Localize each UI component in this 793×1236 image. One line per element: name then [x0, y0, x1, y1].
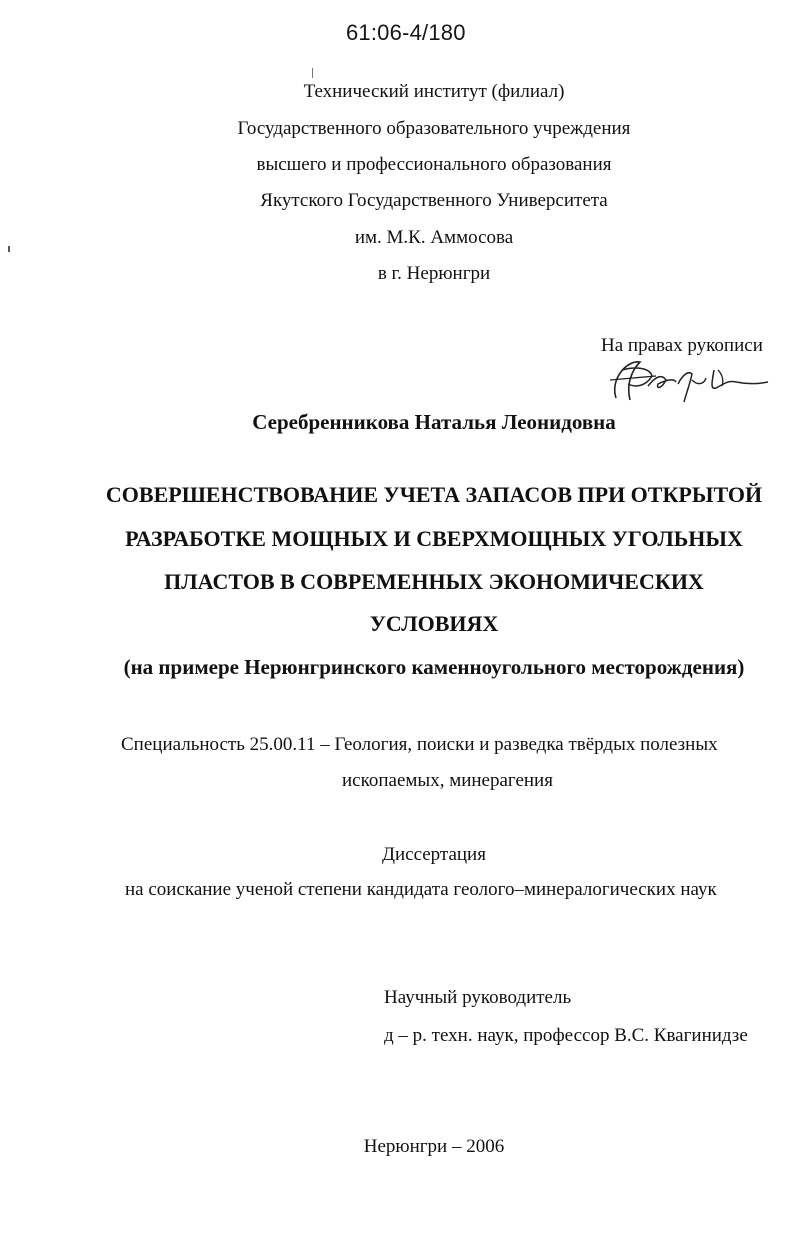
title-line: СОВЕРШЕНСТВОВАНИЕ УЧЕТА ЗАПАСОВ ПРИ ОТКРЫТОЙ: [105, 482, 763, 507]
title-line: РАЗРАБОТКЕ МОЩНЫХ И СВЕРХМОЩНЫХ УГОЛЬНЫХ: [125, 526, 743, 551]
institution-line: Якутского Государственного Университета: [260, 190, 608, 211]
author-name: Серебренникова Наталья Леонидовна: [252, 410, 616, 434]
supervisor-label: Научный руководитель: [384, 987, 572, 1008]
specialty-line-2: ископаемых, минерагения: [342, 770, 553, 791]
specialty-line-1: Специальность 25.00.11 – Геология, поиски и разведка твёрдых полезных: [121, 734, 718, 755]
library-stamp: 61:06-4/180: [346, 20, 466, 45]
institution-line: в г. Нерюнгри: [377, 263, 491, 284]
institution-line: высшего и профессионального образования: [256, 154, 612, 175]
institution-line: им. М.К. Аммосова: [354, 227, 514, 248]
title-line: ПЛАСТОВ В СОВРЕМЕННЫХ ЭКОНОМИЧЕСКИХ: [164, 569, 704, 594]
degree-line: на соискание ученой степени кандидата геолого–минералогических наук: [125, 879, 717, 900]
dissertation-label: Диссертация: [382, 844, 486, 865]
city-year: Нерюнгри – 2006: [363, 1136, 505, 1157]
institution-line: Технический институт (филиал): [303, 81, 565, 102]
dissertation-subtitle: (на примере Нерюнгринского каменноугольного месторождения): [123, 655, 745, 679]
manuscript-note: На правах рукописи: [601, 335, 763, 356]
supervisor-name: д – р. техн. наук, профессор В.С. Квагинидзе: [384, 1025, 748, 1046]
handwritten-signature: [596, 340, 776, 410]
institution-line: Государственного образовательного учреждения: [237, 118, 631, 139]
title-line: УСЛОВИЯХ: [369, 611, 499, 636]
scan-speck: [312, 68, 313, 78]
